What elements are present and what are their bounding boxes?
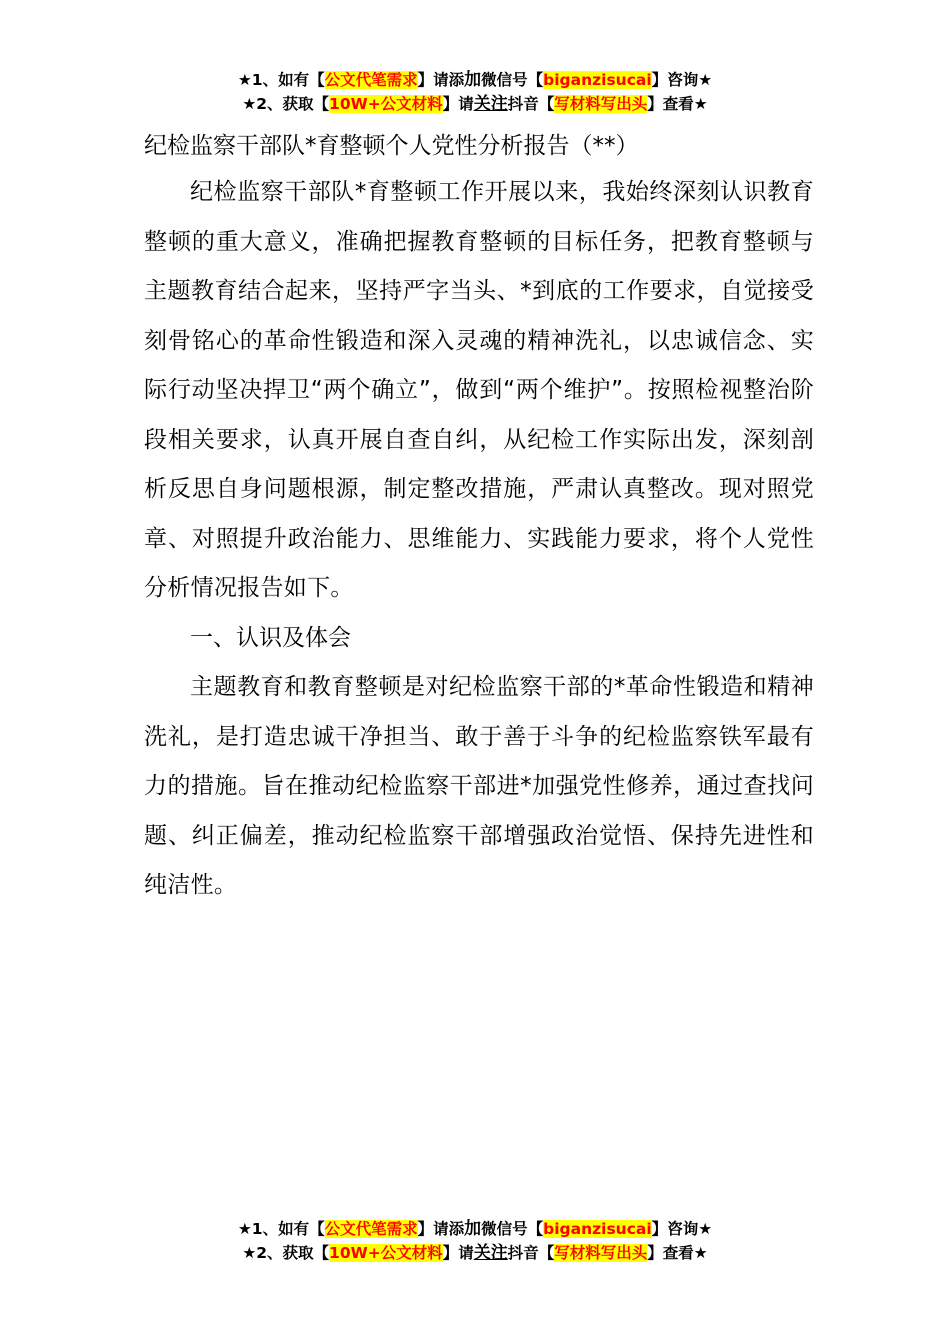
promo-text: 抖音【 bbox=[507, 1244, 555, 1262]
promo-text: ★1、如有【 bbox=[237, 71, 325, 89]
promo-text: 】请 bbox=[442, 1244, 474, 1262]
promo-emphasis: 加 bbox=[464, 1219, 482, 1239]
promo-highlight-service: 公文代笔需求 bbox=[324, 71, 418, 89]
promo-emphasis: 关注 bbox=[473, 94, 508, 114]
promo-text: 】请添 bbox=[417, 71, 465, 89]
document-body bbox=[144, 124, 814, 911]
promo-text: ★1、如有【 bbox=[237, 1220, 325, 1238]
promo-text: 】查看★ bbox=[647, 95, 708, 113]
promo-text: 】请 bbox=[442, 95, 474, 113]
promo-line-2 bbox=[0, 92, 950, 116]
promo-text: 】查看★ bbox=[647, 1244, 708, 1262]
promo-highlight-wechat-id: biganzisucai bbox=[543, 71, 652, 89]
promo-footer bbox=[0, 1217, 950, 1265]
section-paragraph: 主题教育和教育整顿是对纪检监察干部的*革命性锻造和精神洗礼，是打造忠诚干净担当、敢于善于斗争的纪检监察铁军最有力的措施。旨在推动纪检监察干部进*加强党性修养，通过查找问题、纠正偏差，推动纪检监察干部增强政治觉悟、保持先进性和纯洁性。 bbox=[144, 674, 814, 898]
section-heading: 一、认识及体会 bbox=[190, 624, 351, 651]
promo-text: 】咨询★ bbox=[651, 71, 713, 89]
promo-highlight-materials: 10W+公文材料 bbox=[329, 1244, 443, 1262]
promo-text: ★2、获取【 bbox=[242, 95, 330, 113]
promo-line-2 bbox=[0, 1241, 950, 1265]
promo-highlight-douyin-account: 写材料写出头 bbox=[554, 95, 648, 113]
promo-header bbox=[0, 68, 950, 116]
promo-line-1 bbox=[0, 68, 950, 92]
promo-text: ★2、获取【 bbox=[242, 1244, 330, 1262]
promo-text: 】咨询★ bbox=[651, 1220, 713, 1238]
promo-highlight-service: 公文代笔需求 bbox=[324, 1220, 418, 1238]
promo-highlight-wechat-id: biganzisucai bbox=[543, 1220, 652, 1238]
promo-highlight-douyin-account: 写材料写出头 bbox=[554, 1244, 648, 1262]
promo-highlight-materials: 10W+公文材料 bbox=[329, 95, 443, 113]
promo-emphasis: 关注 bbox=[473, 1243, 508, 1263]
promo-text: 抖音【 bbox=[507, 95, 555, 113]
promo-text: 微信号【 bbox=[481, 71, 544, 89]
promo-line-1 bbox=[0, 1217, 950, 1241]
promo-text: 微信号【 bbox=[481, 1220, 544, 1238]
document-title: 纪检监察干部队*育整顿个人党性分析报告（**） bbox=[144, 133, 639, 159]
promo-text: 】请添 bbox=[417, 1220, 465, 1238]
promo-emphasis: 加 bbox=[464, 70, 482, 90]
intro-paragraph: 纪检监察干部队*育整顿工作开展以来，我始终深刻认识教育整顿的重大意义，准确把握教育整顿的目标任务，把教育整顿与主题教育结合起来，坚持严字当头、*到底的工作要求，自觉接受刻骨铭心的革命性锻造和深入灵魂的精神洗礼，以忠诚信念、实际行动坚决捍卫“两个确立”，做到“两个维护”。按照检视整治阶段相关要求，认真开展自查自纠，从纪检工作实际出发，深刻剖析反思自身问题根源，制定整改措施，严肃认真整改。现对照党章、对照提升政治能力、思维能力、实践能力要求，将个人党性分析情况报告如下。 bbox=[144, 179, 814, 601]
